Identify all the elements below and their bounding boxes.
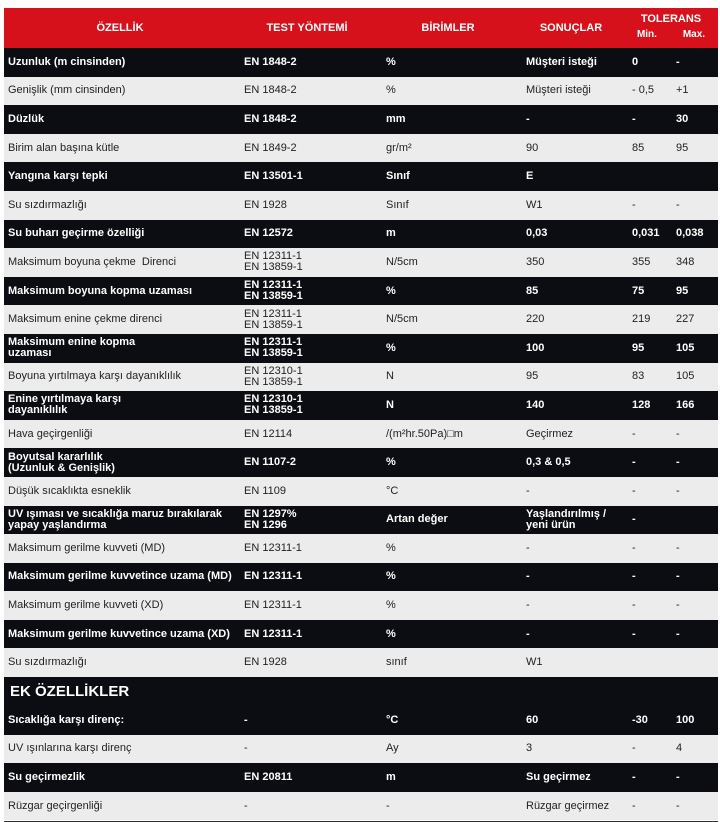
property-cell: Maksimum boyuna çekme Direnci — [4, 248, 236, 277]
method-cell: EN 12114 — [236, 420, 378, 449]
tolerance-min-cell: 355 — [624, 248, 668, 277]
result-cell: W1 — [518, 648, 624, 677]
result-cell: Yaşlandırılmış / yeni ürün — [518, 506, 624, 535]
property-cell: Maksimum boyuna kopma uzaması — [4, 277, 236, 306]
method-cell: EN 12572 — [236, 220, 378, 249]
tolerance-max-cell: 227 — [668, 305, 718, 334]
method-cell: EN 1848-2 — [236, 48, 378, 77]
tolerance-min-cell — [624, 162, 668, 191]
unit-cell: % — [378, 620, 518, 649]
unit-cell: sınıf — [378, 648, 518, 677]
method-cell: EN 13501-1 — [236, 162, 378, 191]
method-cell: EN 12311-1 — [236, 534, 378, 563]
property-cell: Enine yırtılmaya karşı dayanıklılık — [4, 391, 236, 420]
section-body — [4, 677, 718, 706]
extra-table-body — [4, 706, 718, 820]
unit-cell: mm — [378, 105, 518, 134]
method-cell: - — [236, 735, 378, 764]
tolerance-min-cell: - — [624, 563, 668, 592]
tolerance-max-cell: - — [668, 191, 718, 220]
property-cell: Uzunluk (m cinsinden) — [4, 48, 236, 77]
property-cell: Sıcaklığa karşı direnç: — [4, 706, 236, 735]
result-cell: 90 — [518, 134, 624, 163]
result-cell: Geçirmez — [518, 420, 624, 449]
tolerance-max-cell: - — [668, 763, 718, 792]
property-cell: Su buharı geçirme özelliği — [4, 220, 236, 249]
tolerance-min-cell — [624, 648, 668, 677]
tolerance-min-cell: - — [624, 477, 668, 506]
property-cell: Maksimum gerilme kuvvetince uzama (MD) — [4, 563, 236, 592]
table-row — [4, 162, 718, 191]
unit-cell: m — [378, 763, 518, 792]
header-property: ÖZELLİK — [4, 8, 236, 48]
unit-cell: Ay — [378, 735, 518, 764]
unit-cell: % — [378, 534, 518, 563]
property-cell: Hava geçirgenliği — [4, 420, 236, 449]
property-cell: Yangına karşı tepki — [4, 162, 236, 191]
tolerance-min-cell: 0,031 — [624, 220, 668, 249]
table-row — [4, 391, 718, 420]
tolerance-min-cell: 75 — [624, 277, 668, 306]
tolerance-max-cell — [668, 162, 718, 191]
section-row — [4, 677, 718, 706]
result-cell: 3 — [518, 735, 624, 764]
tolerance-max-cell: 105 — [668, 334, 718, 363]
property-cell: Düşük sıcaklıkta esneklik — [4, 477, 236, 506]
method-cell: EN 1928 — [236, 191, 378, 220]
method-cell: EN 12311-1 — [236, 620, 378, 649]
main-table-body — [4, 48, 718, 677]
tolerance-max-cell — [668, 648, 718, 677]
tolerance-max-cell: 30 — [668, 105, 718, 134]
method-cell: EN 12311-1 EN 13859-1 — [236, 248, 378, 277]
table-row — [4, 191, 718, 220]
table-row — [4, 363, 718, 392]
tolerance-max-cell: - — [668, 591, 718, 620]
tolerance-min-cell: - — [624, 763, 668, 792]
result-cell: 100 — [518, 334, 624, 363]
table-row — [4, 134, 718, 163]
tolerance-min-cell: - — [624, 506, 668, 535]
result-cell: 0,3 & 0,5 — [518, 448, 624, 477]
unit-cell: Sınıf — [378, 191, 518, 220]
result-cell: 220 — [518, 305, 624, 334]
table-row — [4, 448, 718, 477]
property-cell: Rüzgar geçirgenliği — [4, 792, 236, 821]
result-cell: 85 — [518, 277, 624, 306]
tolerance-min-cell: - — [624, 792, 668, 821]
property-cell: Düzlük — [4, 105, 236, 134]
result-cell: - — [518, 477, 624, 506]
result-cell: 95 — [518, 363, 624, 392]
table-row — [4, 706, 718, 735]
property-cell: Genişlik (mm cinsinden) — [4, 77, 236, 106]
unit-cell: gr/m² — [378, 134, 518, 163]
table-row — [4, 534, 718, 563]
method-cell: EN 1848-2 — [236, 77, 378, 106]
table-row — [4, 248, 718, 277]
method-cell: EN 1849-2 — [236, 134, 378, 163]
property-cell: Su geçirmezlik — [4, 763, 236, 792]
tolerance-max-cell: 348 — [668, 248, 718, 277]
unit-cell: % — [378, 77, 518, 106]
tolerance-max-cell: - — [668, 792, 718, 821]
result-cell: - — [518, 563, 624, 592]
header-results: SONUÇLAR — [518, 8, 624, 48]
method-cell: - — [236, 792, 378, 821]
result-cell: 350 — [518, 248, 624, 277]
tolerance-min-cell: 0 — [624, 48, 668, 77]
tolerance-min-cell: 95 — [624, 334, 668, 363]
tolerance-max-cell: - — [668, 48, 718, 77]
tolerance-min-cell: - — [624, 620, 668, 649]
result-cell: - — [518, 534, 624, 563]
tolerance-min-cell: - — [624, 448, 668, 477]
tolerance-min-cell: 85 — [624, 134, 668, 163]
tolerance-min-cell: - 0,5 — [624, 77, 668, 106]
result-cell: Müşteri isteği — [518, 77, 624, 106]
tolerance-min-cell: - — [624, 191, 668, 220]
result-cell: 0,03 — [518, 220, 624, 249]
tolerance-max-cell: 105 — [668, 363, 718, 392]
table-row — [4, 735, 718, 764]
method-cell: EN 1928 — [236, 648, 378, 677]
header-units: BİRİMLER — [378, 8, 518, 48]
table-row — [4, 77, 718, 106]
unit-cell: N/5cm — [378, 248, 518, 277]
tolerance-max-cell: - — [668, 448, 718, 477]
header-tolerance — [624, 8, 718, 48]
table-row — [4, 105, 718, 134]
tolerance-min-cell: -30 — [624, 706, 668, 735]
table-row — [4, 277, 718, 306]
result-cell: Su geçirmez — [518, 763, 624, 792]
property-cell: UV ışınlarına karşı direnç — [4, 735, 236, 764]
unit-cell: m — [378, 220, 518, 249]
unit-cell: Sınıf — [378, 162, 518, 191]
method-cell: EN 20811 — [236, 763, 378, 792]
header-tolerance-min: Min. — [636, 29, 657, 40]
table-row — [4, 220, 718, 249]
method-cell: EN 12311-1 EN 13859-1 — [236, 334, 378, 363]
tolerance-min-cell: - — [624, 591, 668, 620]
tolerance-max-cell: 100 — [668, 706, 718, 735]
unit-cell: °C — [378, 477, 518, 506]
result-cell: W1 — [518, 191, 624, 220]
tolerance-max-cell — [668, 506, 718, 535]
unit-cell: % — [378, 591, 518, 620]
tolerance-max-cell: - — [668, 477, 718, 506]
table-row — [4, 620, 718, 649]
property-cell: UV ışıması ve sıcaklığa maruz bırakılarak yapay yaşlandırma — [4, 506, 236, 535]
unit-cell: N — [378, 363, 518, 392]
tolerance-max-cell: +1 — [668, 77, 718, 106]
method-cell: EN 12310-1 EN 13859-1 — [236, 391, 378, 420]
tolerance-max-cell: - — [668, 563, 718, 592]
result-cell: Rüzgar geçirmez — [518, 792, 624, 821]
unit-cell: % — [378, 563, 518, 592]
table-header-row — [4, 8, 718, 48]
property-cell: Boyuna yırtılmaya karşı dayanıklılık — [4, 363, 236, 392]
property-cell: Maksimum gerilme kuvveti (MD) — [4, 534, 236, 563]
unit-cell: % — [378, 448, 518, 477]
property-cell: Maksimum enine çekme direnci — [4, 305, 236, 334]
table-row — [4, 792, 718, 821]
table-row — [4, 648, 718, 677]
method-cell: EN 12311-1 EN 13859-1 — [236, 277, 378, 306]
method-cell: EN 1109 — [236, 477, 378, 506]
table-row — [4, 506, 718, 535]
result-cell: - — [518, 591, 624, 620]
result-cell: 140 — [518, 391, 624, 420]
tolerance-max-cell: - — [668, 420, 718, 449]
header-method: TEST YÖNTEMİ — [236, 8, 378, 48]
tolerance-max-cell: - — [668, 534, 718, 563]
method-cell: EN 12310-1 EN 13859-1 — [236, 363, 378, 392]
result-cell: Müşteri isteği — [518, 48, 624, 77]
result-cell: E — [518, 162, 624, 191]
table-row — [4, 334, 718, 363]
header-tolerance-title: TOLERANS — [640, 13, 702, 25]
tolerance-min-cell: - — [624, 420, 668, 449]
property-cell: Maksimum enine kopma uzaması — [4, 334, 236, 363]
tolerance-min-cell: - — [624, 534, 668, 563]
tolerance-min-cell: - — [624, 735, 668, 764]
table-row — [4, 305, 718, 334]
property-cell: Su sızdırmazlığı — [4, 191, 236, 220]
section-title: EK ÖZELLİKLER — [4, 677, 718, 706]
table-row — [4, 563, 718, 592]
unit-cell: N/5cm — [378, 305, 518, 334]
result-cell: - — [518, 105, 624, 134]
tolerance-max-cell: 4 — [668, 735, 718, 764]
property-cell: Boyutsal kararlılık (Uzunluk & Genişlik) — [4, 448, 236, 477]
unit-cell: °C — [378, 706, 518, 735]
unit-cell: Artan değer — [378, 506, 518, 535]
property-cell: Maksimum gerilme kuvvetince uzama (XD) — [4, 620, 236, 649]
method-cell: - — [236, 706, 378, 735]
unit-cell: N — [378, 391, 518, 420]
spec-sheet — [4, 8, 718, 822]
tolerance-max-cell: 95 — [668, 134, 718, 163]
tolerance-max-cell: - — [668, 620, 718, 649]
table-row — [4, 48, 718, 77]
table-row — [4, 763, 718, 792]
method-cell: EN 12311-1 — [236, 563, 378, 592]
result-cell: 60 — [518, 706, 624, 735]
table-row — [4, 420, 718, 449]
tolerance-max-cell: 0,038 — [668, 220, 718, 249]
tolerance-min-cell: 219 — [624, 305, 668, 334]
table-row — [4, 591, 718, 620]
unit-cell: % — [378, 277, 518, 306]
method-cell: EN 12311-1 EN 13859-1 — [236, 305, 378, 334]
method-cell: EN 1848-2 — [236, 105, 378, 134]
method-cell: EN 12311-1 — [236, 591, 378, 620]
property-cell: Maksimum gerilme kuvveti (XD) — [4, 591, 236, 620]
unit-cell: /(m²hr.50Pa)□m — [378, 420, 518, 449]
tolerance-max-cell: 95 — [668, 277, 718, 306]
unit-cell: - — [378, 792, 518, 821]
properties-table — [4, 8, 718, 820]
unit-cell: % — [378, 48, 518, 77]
result-cell: - — [518, 620, 624, 649]
header-tolerance-max: Max. — [682, 29, 706, 40]
unit-cell: % — [378, 334, 518, 363]
tolerance-max-cell: 166 — [668, 391, 718, 420]
tolerance-min-cell: 128 — [624, 391, 668, 420]
tolerance-min-cell: 83 — [624, 363, 668, 392]
table-row — [4, 477, 718, 506]
method-cell: EN 1107-2 — [236, 448, 378, 477]
tolerance-min-cell: - — [624, 105, 668, 134]
property-cell: Birim alan başına kütle — [4, 134, 236, 163]
method-cell: EN 1297% EN 1296 — [236, 506, 378, 535]
property-cell: Su sızdırmazlığı — [4, 648, 236, 677]
